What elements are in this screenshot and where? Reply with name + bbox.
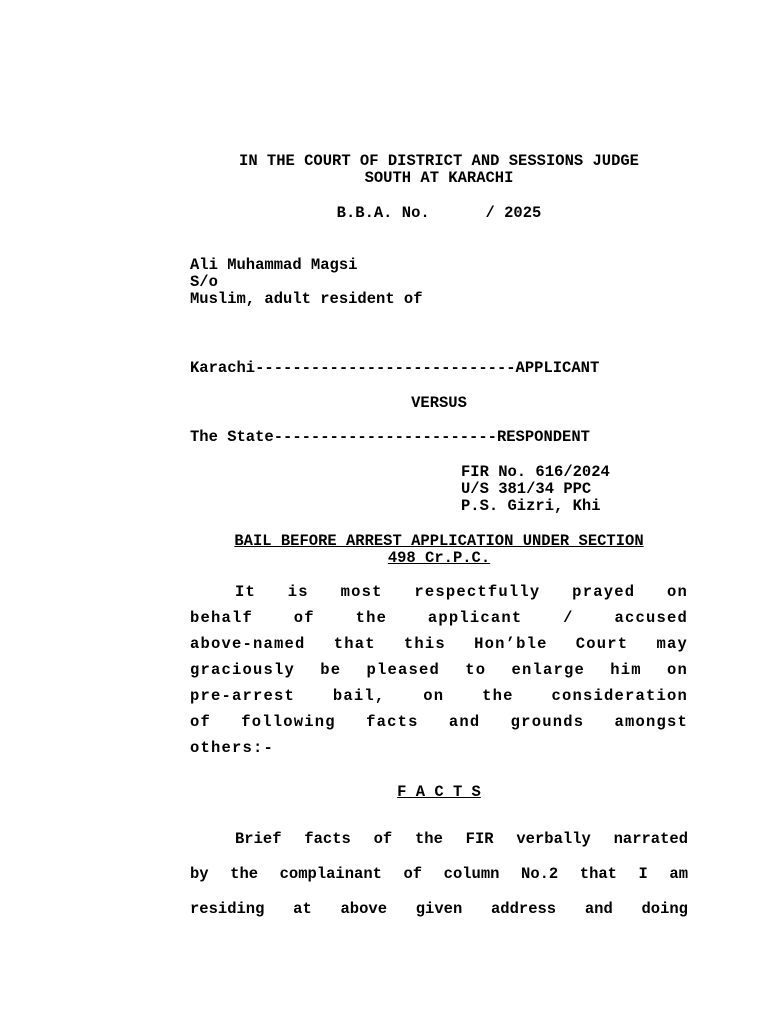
applicant-relation: S/o bbox=[190, 273, 218, 291]
application-title-line-2: 498 Cr.P.C. bbox=[387, 549, 491, 567]
respondent-line: The State------------------------RESPONDENT bbox=[190, 428, 590, 446]
applicant-line: Karachi----------------------------APPLICANT bbox=[190, 359, 600, 377]
prayer-line-4: graciously be pleased to enlarge him on bbox=[190, 661, 688, 679]
fir-section: U/S 381/34 PPC bbox=[461, 480, 592, 498]
prayer-line-1: It is most respectfully prayed on bbox=[235, 583, 688, 601]
prayer-line-5: pre-arrest bail, on the consideration bbox=[190, 687, 688, 705]
versus-label: VERSUS bbox=[411, 394, 467, 412]
court-title-line-1: IN THE COURT OF DISTRICT AND SESSIONS JUDGE bbox=[239, 152, 639, 170]
application-title-line-1: BAIL BEFORE ARREST APPLICATION UNDER SECTION bbox=[234, 532, 644, 550]
applicant-residence: Muslim, adult resident of bbox=[190, 290, 423, 308]
facts-heading: F A C T S bbox=[397, 783, 481, 801]
applicant-name: Ali Muhammad Magsi bbox=[190, 256, 358, 274]
fir-number: FIR No. 616/2024 bbox=[461, 463, 610, 481]
facts-line-1: Brief facts of the FIR verbally narrated bbox=[235, 830, 688, 848]
facts-line-2: by the complainant of column No.2 that I am bbox=[190, 865, 688, 883]
prayer-line-2: behalf of the applicant / accused bbox=[190, 609, 688, 627]
prayer-line-6: of following facts and grounds amongst bbox=[190, 713, 688, 731]
case-number: B.B.A. No. / 2025 bbox=[336, 204, 542, 222]
prayer-line-3: above-named that this Hon’ble Court may bbox=[190, 635, 688, 653]
prayer-line-7: others:- bbox=[190, 739, 275, 757]
facts-line-3: residing at above given address and doing bbox=[190, 900, 688, 918]
fir-police-station: P.S. Gizri, Khi bbox=[461, 497, 601, 515]
court-title-line-2: SOUTH AT KARACHI bbox=[364, 169, 514, 187]
